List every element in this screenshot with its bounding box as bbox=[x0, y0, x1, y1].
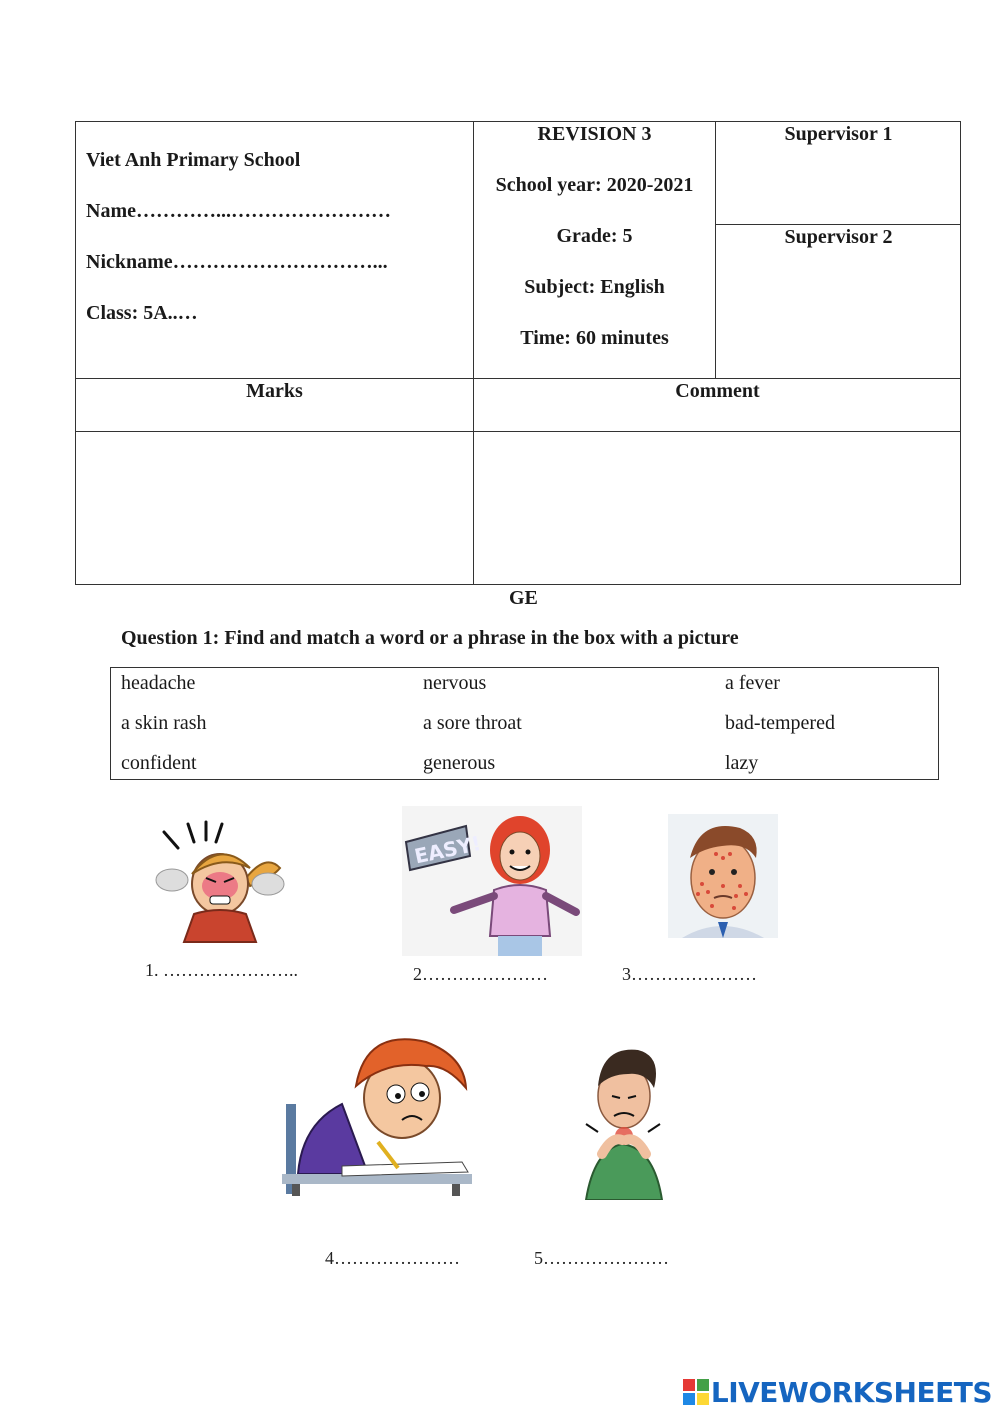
revision-title: REVISION 3 bbox=[537, 123, 652, 145]
section-label: GE bbox=[509, 587, 538, 609]
word-item: headache bbox=[121, 672, 196, 694]
grade: Grade: 5 bbox=[556, 225, 633, 247]
nickname-field[interactable]: Nickname…………………………... bbox=[86, 251, 388, 273]
word-item: nervous bbox=[423, 672, 487, 694]
answer-blank-3[interactable]: 3………………… bbox=[622, 964, 757, 984]
skin-rash-boy-picture bbox=[668, 814, 778, 938]
class-field[interactable]: Class: 5A..… bbox=[86, 302, 198, 324]
word-item: a fever bbox=[725, 672, 780, 694]
word-item: a sore throat bbox=[423, 712, 522, 734]
word-item: lazy bbox=[725, 752, 759, 774]
school-year: School year: 2020-2021 bbox=[495, 174, 694, 196]
school-name: Viet Anh Primary School bbox=[86, 149, 301, 171]
marks-box[interactable] bbox=[76, 432, 473, 585]
nervous-boy-picture bbox=[282, 1034, 472, 1199]
answer-blank-5[interactable]: 5………………… bbox=[534, 1248, 669, 1268]
supervisor-2-label: Supervisor 2 bbox=[784, 226, 893, 248]
svg-text:EASY!: EASY! bbox=[412, 830, 483, 869]
liveworksheets-logo bbox=[683, 1374, 992, 1410]
header-table bbox=[75, 121, 961, 585]
question-1-title: Question 1: Find and match a word or a phrase in the box with a picture bbox=[121, 627, 739, 649]
name-field[interactable]: Name…………...…………………… bbox=[86, 200, 391, 222]
liveworksheets-icon bbox=[683, 1379, 709, 1405]
logo-text: LIVEWORKSHEETS bbox=[710, 1375, 992, 1409]
answer-blank-2[interactable]: 2………………… bbox=[413, 964, 548, 984]
supervisor-1-label: Supervisor 1 bbox=[784, 123, 893, 145]
confident-girl-picture bbox=[402, 806, 582, 956]
word-box bbox=[110, 667, 939, 780]
comment-box[interactable] bbox=[474, 432, 961, 585]
sore-throat-boy-picture bbox=[578, 1044, 668, 1200]
answer-blank-4[interactable]: 4………………… bbox=[325, 1248, 460, 1268]
word-item: generous bbox=[423, 752, 496, 774]
word-item: bad-tempered bbox=[725, 712, 835, 734]
subject: Subject: English bbox=[524, 276, 665, 298]
marks-label: Marks bbox=[246, 380, 303, 402]
angry-girl-picture bbox=[150, 818, 290, 943]
word-item: a skin rash bbox=[121, 712, 207, 734]
answer-blank-1[interactable]: 1. ………………….. bbox=[145, 960, 298, 980]
word-item: confident bbox=[121, 752, 197, 774]
divider bbox=[715, 224, 961, 225]
divider bbox=[76, 378, 961, 379]
divider bbox=[715, 122, 716, 378]
time: Time: 60 minutes bbox=[520, 327, 669, 349]
comment-label: Comment bbox=[675, 380, 760, 402]
